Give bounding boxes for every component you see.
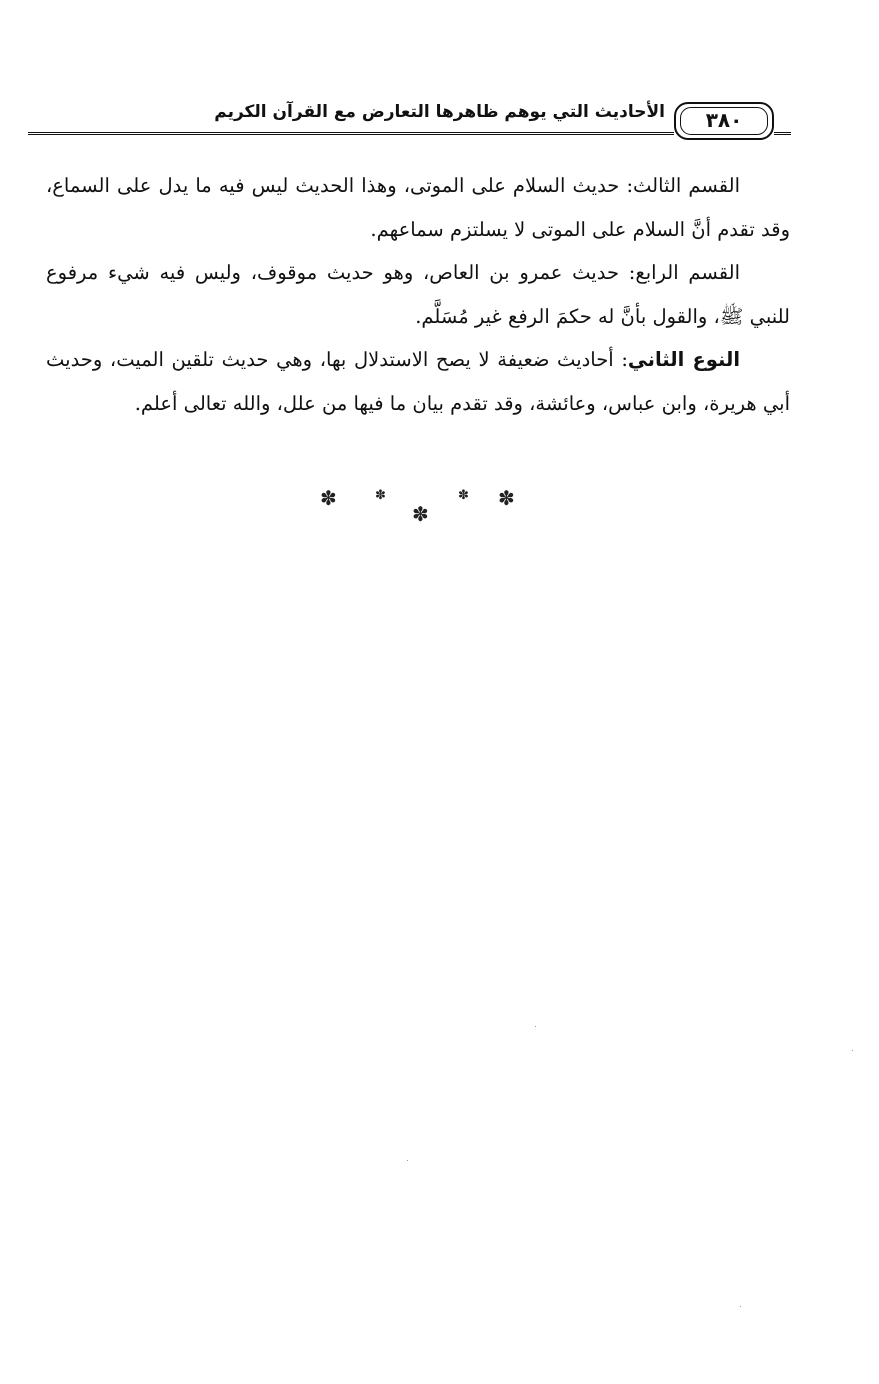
page-number: ٣٨٠ (705, 108, 743, 132)
scan-speck (535, 1026, 536, 1027)
ornament-star-icon: ✽ (458, 488, 469, 503)
header-rule-right (774, 132, 791, 135)
section-end-ornament (300, 486, 540, 536)
paragraph-text: القسم الثالث: حديث السلام على الموتى، وهذا الحديث ليس فيه ما يدل على السماع، وقد تقدم أنَّ السلام على الموتى لا يسلتزم سماعهم. (46, 174, 790, 241)
scan-speck (740, 1306, 741, 1307)
paragraph-section-three (46, 164, 790, 251)
running-title: الأحاديث التي يوهم ظاهرها التعارض مع القرآن الكريم (214, 102, 665, 122)
paragraph-text: : أحاديث ضعيفة لا يصح الاستدلال بها، وهي حديث تلقين الميت، وحديث أبي هريرة، وابن عباس، وعائشة، وقد تقدم بيان ما فيها من علل، والله تعالى أعلم. (46, 348, 790, 415)
ornament-star-icon: ✽ (375, 488, 386, 503)
ornament-star-icon: ✽ (320, 486, 337, 510)
paragraph-type-two (46, 338, 790, 425)
paragraph-section-four (46, 251, 790, 338)
ornament-star-icon: ✽ (412, 502, 429, 526)
page-number-frame (674, 102, 774, 140)
ornament-star-icon: ✽ (498, 486, 515, 510)
paragraph-text: القسم الرابع: حديث عمرو بن العاص، وهو حديث موقوف، وليس فيه شيء مرفوع للنبي ﷺ، والقول بأنَّ له حكمَ الرفع غير مُسَلَّم. (46, 261, 790, 328)
paragraph-lead-heading: النوع الثاني (627, 348, 740, 371)
page-body (46, 164, 790, 425)
page-header (28, 92, 791, 152)
scan-speck (407, 1160, 408, 1161)
header-rule-left (28, 132, 674, 135)
scan-speck (852, 1050, 853, 1051)
